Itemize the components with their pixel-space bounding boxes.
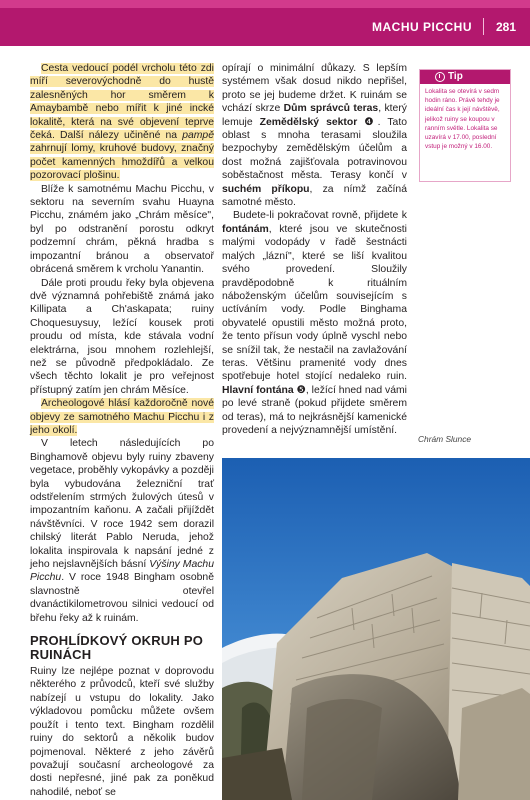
paragraph <box>30 62 214 183</box>
paragraph <box>30 397 214 437</box>
running-head: MACHU PICCHU <box>372 20 472 34</box>
temple-photo-image <box>222 458 530 800</box>
page-number: 281 <box>495 20 516 34</box>
highlighted-text: Archeologové hlásí každoročně nové objevy ze samotného Machu Picchu i z jeho okolí. <box>30 398 214 436</box>
paragraph: Ruiny lze nejlépe poznat v doprovodu některého z průvodců, kteří své služby nabízejí u vstupu do lokality. Jako výkladovou pomůcku můžete ovšem použít i tento text. Bingham rozdělil ruiny do sektorů a několik budov pojmenoval. Některé z jeho závěrů považují současní archeologové za dosti nepřesné, jiné pak za poněkud nahodilé, neboť se <box>30 666 214 798</box>
paragraph: Budete-li pokračovat rovně, přijdete k fontánám, které jsou ve skutečnosti malými vodopády v řadě šestnácti malých „lázní", které se liší kvalitou svého provedení. Sloužily pravděpodobně k rituálním náboženským účelům souvisejícím s uctíváním vody. Podle Binghama obyvatelé opustili město možná proto, že tento přísun vody úplně vyschl nebo se snížil tak, že nestačil na zavlažování teras. Většinu pramenité vody dnes spotřebuje hotel stojící nedaleko ruin. Hlavní fontána ❺, ležící hned nad vámi po levé straně (pokud přijdete směrem od teras), má to nejkrásnější kamenické provedení a nejvýznamnější umístění. <box>222 210 407 436</box>
header-separator <box>483 18 484 35</box>
temple-photo <box>222 458 530 800</box>
clock-icon <box>435 72 445 82</box>
highlighted-text: Cesta vedoucí podél vrcholu této zdi míří severovýchodně do hustě zalesněných hor směrem k Amaybambě nebo mířit k jiné incké lokalitě, která na své objevení teprve čeká. Další nálezy učiněné na pampě zahrnují lomy, kruhové budovy, značný počet kamenných hmoždířů a velkou pozorovací plošinu. <box>30 63 214 182</box>
paragraph: opírají o minimální důkazy. S lepším systémem však dosud nikdo nepřišel, proto se jej budeme držet. K ruinám se vchází skrze Dům správců teras, který lemuje Zemědělský sektor ❹. Tato oblast s mnoha terasami sloužila bezpochyby zemědělským účelům a dost možná zajišťovala potravinovou soběstačnost města. Terasy končí v suchém příkopu, za nímž začíná samotné město. <box>222 63 407 209</box>
photo-caption: Chrám Slunce <box>418 434 472 444</box>
tip-box <box>419 69 511 182</box>
left-column <box>30 62 214 799</box>
paragraph: Blíže k samotnému Machu Picchu, v sektoru na severním svahu Huayna Picchu, známém jako „Chrám měsíce", byl po odstranění porostu odkryt podzemní chrám, pěkná hradba s impozantní bránou a observatoř obrácená směrem k vrcholu Yanantin. <box>30 183 214 276</box>
tip-text: Lokalita se otevírá v sedm hodin ráno. Právě tehdy je ideální čas k její návštěvě, jelikož ruiny se koupou v ranním světle. Lokalita se uzavírá v 17.00, poslední vstup je možný v 16.00. <box>425 88 500 151</box>
middle-column <box>222 62 407 437</box>
section-heading: PROHLÍDKOVÝ OKRUH PO RUINÁCH <box>30 633 204 663</box>
tip-header <box>420 70 510 84</box>
paragraph: Dále proti proudu řeky byla objevena dvě významná pohřebiště známá jako Killipata a Ch'askapata; ruiny Choquesuysuy, ležící kousek proti proudu od místa, kde stávala vodní elektrárna, jsou mnohem rozlehlejší, než se původně předpokládalo. Ze všech těchto lokalit je pro veřejnost přístupný zatím jen chrám Měsíce. <box>30 277 214 396</box>
tip-title: Tip <box>448 71 463 82</box>
header-strip <box>0 0 530 8</box>
paragraph: V letech následujících po Binghamově objevu byly ruiny zbaveny vegetace, proběhly vykopávky a později byla vybudována železniční trať odstřelením strmých žulových útesů v impozantním kaňonu. A začali přijíždět návštěvníci. V roce 1942 sem dorazil chilský literát Pablo Neruda, jehož lokalita inspirovala k napsání jedné z jeho nejslavnějších básní Výšiny Machu Picchu. V roce 1948 Bingham osobně slavnostně otevřel dvanáctikilometrovou silnici vedoucí od břehu řeky až k ruinám. <box>30 438 214 624</box>
